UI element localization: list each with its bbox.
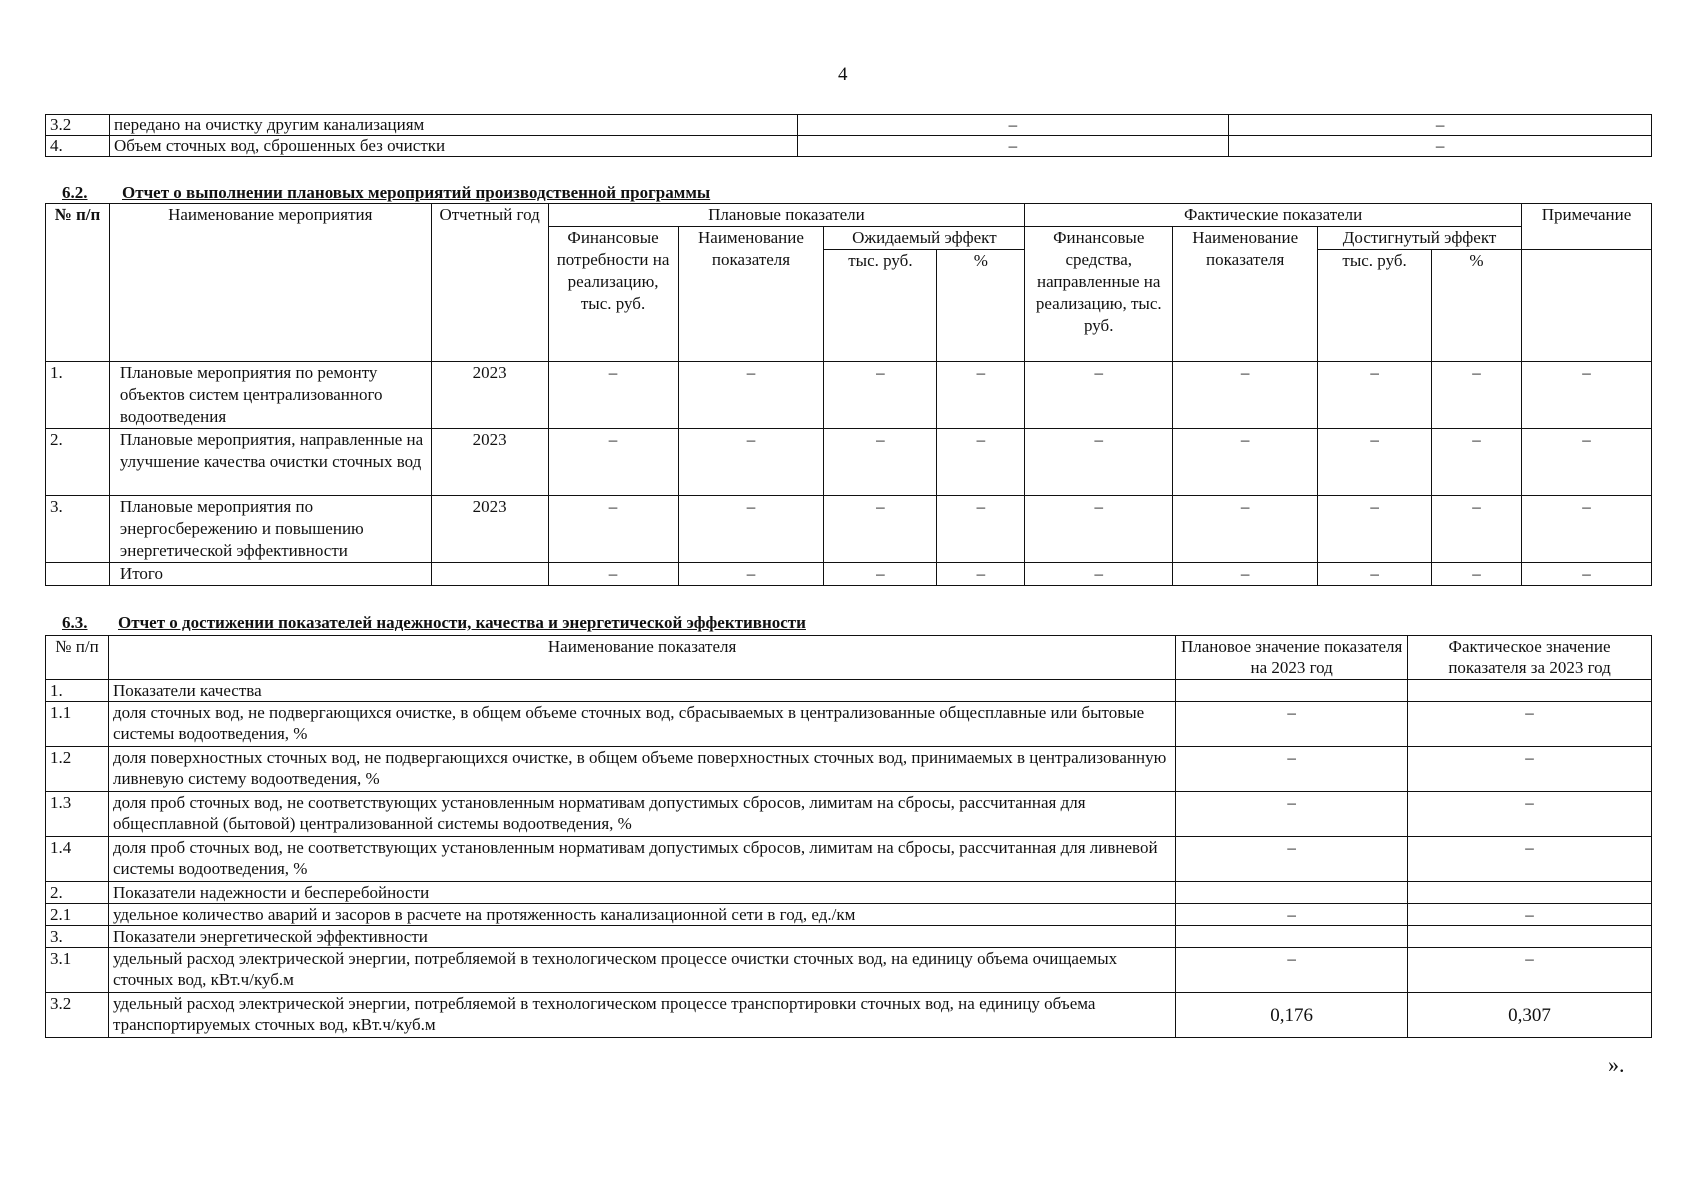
planned-measures-table [45,203,1652,586]
row-value: – [937,563,1025,586]
row-value-actual: – [1229,115,1652,136]
closing-quote: ». [1608,1052,1625,1077]
table-row [46,563,1652,586]
row-fact-value: – [1408,747,1652,792]
row-fact-value: – [1408,948,1652,993]
row-plan-value: – [1176,747,1408,792]
row-number: 1. [46,362,110,429]
row-measure-name: Плановые мероприятия, направленные на улучшение качества очистки сточных вод [109,429,431,496]
row-value: – [1025,362,1173,429]
row-fact-value: 0,307 [1408,993,1652,1038]
row-indicator-name: доля проб сточных вод, не соответствующих установленным нормативам допустимых сбросов, лимитам на сбросы, рассчитанная для общесплавной (бытовой) централизованной системы водоотведения, % [108,792,1175,837]
row-measure-name: Плановые мероприятия по энергосбережению и повышению энергетической эффективности [109,496,431,563]
row-value: – [1521,496,1651,563]
col-header-expected-effect: Ожидаемый эффект [824,227,1025,250]
row-plan-value: – [1176,702,1408,747]
row-indicator-name: удельное количество аварий и засоров в расчете на протяженность канализационной сети в год, ед./км [108,904,1175,926]
section-6-2-title: Отчет о выполнении плановых мероприятий производственной программы [122,183,711,202]
row-value: – [678,563,824,586]
row-plan-value: – [1176,792,1408,837]
section-6-2-number: 6.2. [62,183,88,202]
table-row [46,792,1652,837]
row-value: – [824,563,937,586]
col-header-indicator-name: Наименование показателя [678,227,824,362]
section-6-3-title: Отчет о достижении показателей надежности, качества и энергетической эффективности [118,613,806,632]
wastewater-volume-table [45,114,1652,157]
row-value: – [1318,429,1432,496]
row-value: – [1521,362,1651,429]
row-plan-value: 0,176 [1176,993,1408,1038]
col-header-achieved-effect: Достигнутый эффект [1318,227,1522,250]
row-indicator-name: Показатели энергетической эффективности [108,926,1175,948]
row-value: – [824,362,937,429]
row-number: 4. [46,136,110,157]
row-value: – [1173,563,1318,586]
row-number: 1.1 [46,702,109,747]
row-number [46,563,110,586]
table-row [46,948,1652,993]
row-number: 2. [46,882,109,904]
col-header-num: № п/п [46,204,110,362]
row-number: 3.2 [46,115,110,136]
row-indicator-name: доля проб сточных вод, не соответствующих установленным нормативам допустимых сбросов, лимитам на сбросы, рассчитанная для ливневой системы водоотведения, % [108,837,1175,882]
col-header-measure-name: Наименование мероприятия [109,204,431,362]
row-number: 1.2 [46,747,109,792]
table-row [46,429,1652,496]
row-indicator-name: Показатели надежности и бесперебойности [108,882,1175,904]
col-header-fin-funds: Финансовые средства, направленные на реализацию, тыс. руб. [1025,227,1173,362]
table-row [46,496,1652,563]
row-fact-value: – [1408,837,1652,882]
row-value: – [1432,496,1522,563]
col-header-plan-value: Плановое значение показателя на 2023 год [1176,636,1408,680]
row-value: – [1432,362,1522,429]
row-indicator-name: доля поверхностных сточных вод, не подвергающихся очистке, в общем объеме поверхностных сточных вод, принимаемых в централизованную ливневую систему водоотведения, % [108,747,1175,792]
col-header-thous-rub-2: тыс. руб. [1318,250,1432,362]
row-value: – [824,496,937,563]
row-value: – [1432,429,1522,496]
row-value: – [1521,429,1651,496]
row-value-actual: – [1229,136,1652,157]
row-value: – [937,496,1025,563]
table-row [46,837,1652,882]
table-row [46,904,1652,926]
row-plan-value [1176,680,1408,702]
row-year: 2023 [431,362,548,429]
row-value: – [678,496,824,563]
row-number: 1.3 [46,792,109,837]
row-value: – [1173,496,1318,563]
row-fact-value: – [1408,792,1652,837]
table-row [46,680,1652,702]
col-header-fin-needs: Финансовые потребности на реализацию, тыс. руб. [548,227,678,362]
row-indicator-name: Показатели качества [108,680,1175,702]
row-value: – [1173,429,1318,496]
col-header-note: Примечание [1521,204,1651,250]
row-indicator-name: удельный расход электрической энергии, потребляемой в технологическом процессе транспортировки сточных вод, на единицу объема транспортируемых сточных вод, кВт.ч/куб.м [108,993,1175,1038]
row-fact-value: – [1408,702,1652,747]
row-plan-value: – [1176,948,1408,993]
row-name: передано на очистку другим канализациям [109,115,797,136]
row-fact-value: – [1408,904,1652,926]
row-value: – [1025,563,1173,586]
row-plan-value: – [1176,904,1408,926]
row-fact-value [1408,882,1652,904]
row-plan-value: – [1176,837,1408,882]
table-row [46,702,1652,747]
row-fact-value [1408,926,1652,948]
row-number: 2.1 [46,904,109,926]
table-row [46,747,1652,792]
row-value: – [1025,429,1173,496]
col-header-planned: Плановые показатели [548,204,1025,227]
row-plan-value [1176,882,1408,904]
table-row [46,926,1652,948]
row-year [431,563,548,586]
row-value: – [1025,496,1173,563]
page-number: 4 [838,64,848,85]
row-number: 3. [46,926,109,948]
row-value: – [1318,563,1432,586]
col-header-indicator-name-2: Наименование показателя [1173,227,1318,362]
row-value: – [937,429,1025,496]
row-value: – [1173,362,1318,429]
indicators-table [45,635,1652,1038]
row-value: – [1318,362,1432,429]
table-row [46,115,1652,136]
row-value-planned: – [797,115,1229,136]
row-year: 2023 [431,496,548,563]
row-number: 1. [46,680,109,702]
row-value: – [937,362,1025,429]
row-indicator-name: доля сточных вод, не подвергающихся очистке, в общем объеме сточных вод, сбрасываемых в централизованные общесплавные или бытовые системы водоотведения, % [108,702,1175,747]
row-value: – [678,362,824,429]
row-value-planned: – [797,136,1229,157]
col-header-indicator-name: Наименование показателя [108,636,1175,680]
table-row [46,993,1652,1038]
section-6-3-number: 6.3. [62,613,88,632]
row-value: – [1521,563,1651,586]
col-header-percent: % [937,250,1025,362]
row-fact-value [1408,680,1652,702]
row-value: – [1318,496,1432,563]
row-plan-value [1176,926,1408,948]
row-value: – [548,496,678,563]
col-header-thous-rub: тыс. руб. [824,250,937,362]
col-header-year: Отчетный год [431,204,548,362]
row-value: – [824,429,937,496]
row-number: 3.1 [46,948,109,993]
col-header-fact-value: Фактическое значение показателя за 2023 год [1408,636,1652,680]
row-value: – [548,429,678,496]
table-row [46,882,1652,904]
row-value: – [678,429,824,496]
row-number: 2. [46,429,110,496]
table-row [46,136,1652,157]
row-value: – [1432,563,1522,586]
row-indicator-name: удельный расход электрической энергии, потребляемой в технологическом процессе очистки сточных вод, на единицу объема очищаемых сточных вод, кВт.ч/куб.м [108,948,1175,993]
row-measure-name: Итого [109,563,431,586]
col-header-num: № п/п [46,636,109,680]
row-measure-name: Плановые мероприятия по ремонту объектов систем централизованного водоотведения [109,362,431,429]
row-name: Объем сточных вод, сброшенных без очистки [109,136,797,157]
table-row [46,362,1652,429]
note-empty-cell [1521,250,1651,362]
row-value: – [548,563,678,586]
row-year: 2023 [431,429,548,496]
row-number: 3.2 [46,993,109,1038]
col-header-percent-2: % [1432,250,1522,362]
col-header-actual: Фактические показатели [1025,204,1522,227]
row-number: 1.4 [46,837,109,882]
row-value: – [548,362,678,429]
row-number: 3. [46,496,110,563]
